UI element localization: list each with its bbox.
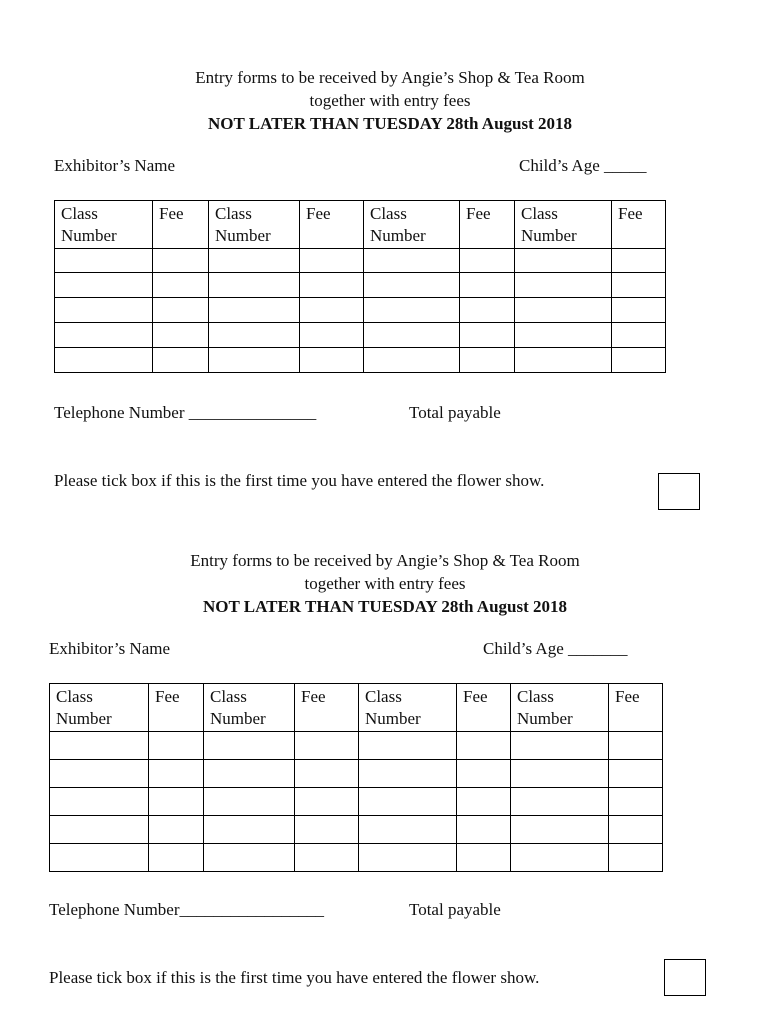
table-body xyxy=(55,249,666,373)
class-number-cell[interactable] xyxy=(55,273,153,298)
class-number-cell[interactable] xyxy=(515,323,612,348)
fee-cell[interactable] xyxy=(295,816,359,844)
table-row xyxy=(50,788,663,816)
header-line-1: Entry forms to be received by Angie’s Shop & Tea Room xyxy=(195,68,585,87)
fee-cell[interactable] xyxy=(295,732,359,760)
table-row xyxy=(50,844,663,872)
table-row xyxy=(55,348,666,373)
first-time-tick-text: Please tick box if this is the first time you have entered the flower show. xyxy=(54,471,545,490)
class-number-cell[interactable] xyxy=(209,348,300,373)
class-number-cell[interactable] xyxy=(364,249,460,273)
class-number-cell[interactable] xyxy=(209,298,300,323)
fee-cell[interactable] xyxy=(295,844,359,872)
fee-cell[interactable] xyxy=(153,298,209,323)
table-row xyxy=(50,816,663,844)
header-fee: Fee xyxy=(457,684,511,732)
header-fee: Fee xyxy=(153,201,209,249)
fee-cell[interactable] xyxy=(460,323,515,348)
class-number-cell[interactable] xyxy=(50,760,149,788)
class-number-cell[interactable] xyxy=(204,844,295,872)
class-number-cell[interactable] xyxy=(55,323,153,348)
telephone-number-label: Telephone Number_________________ xyxy=(49,900,325,919)
fee-cell[interactable] xyxy=(149,844,204,872)
header-class-number: Class Number xyxy=(359,684,457,732)
header-class-number: Class Number xyxy=(55,201,153,249)
header-class-number: Class Number xyxy=(515,201,612,249)
class-number-cell[interactable] xyxy=(511,844,609,872)
table-row xyxy=(55,273,666,298)
header-line-1: Entry forms to be received by Angie’s Shop & Tea Room xyxy=(190,551,580,570)
fee-cell[interactable] xyxy=(609,760,663,788)
class-number-cell[interactable] xyxy=(511,816,609,844)
fee-cell[interactable] xyxy=(460,273,515,298)
fee-cell[interactable] xyxy=(460,348,515,373)
header-fee: Fee xyxy=(295,684,359,732)
fee-cell[interactable] xyxy=(153,348,209,373)
fee-cell[interactable] xyxy=(149,816,204,844)
header-class-number: Class Number xyxy=(204,684,295,732)
fee-cell[interactable] xyxy=(153,273,209,298)
fee-cell[interactable] xyxy=(300,348,364,373)
fee-cell[interactable] xyxy=(457,816,511,844)
class-number-cell[interactable] xyxy=(50,844,149,872)
fee-cell[interactable] xyxy=(457,732,511,760)
header-fee: Fee xyxy=(460,201,515,249)
header-class-number: Class Number xyxy=(209,201,300,249)
fee-cell[interactable] xyxy=(609,816,663,844)
class-number-cell[interactable] xyxy=(209,249,300,273)
class-number-cell[interactable] xyxy=(359,732,457,760)
fee-cell[interactable] xyxy=(149,760,204,788)
fee-cell[interactable] xyxy=(457,760,511,788)
fee-cell[interactable] xyxy=(149,788,204,816)
header-line-2: together with entry fees xyxy=(304,574,466,593)
header-fee: Fee xyxy=(300,201,364,249)
class-number-cell[interactable] xyxy=(359,788,457,816)
class-number-cell[interactable] xyxy=(515,273,612,298)
class-number-cell[interactable] xyxy=(359,760,457,788)
class-number-cell[interactable] xyxy=(209,273,300,298)
class-number-cell[interactable] xyxy=(204,732,295,760)
fee-cell[interactable] xyxy=(153,323,209,348)
class-number-cell[interactable] xyxy=(55,298,153,323)
fee-cell[interactable] xyxy=(609,844,663,872)
table-row xyxy=(50,760,663,788)
class-number-cell[interactable] xyxy=(515,249,612,273)
class-number-cell[interactable] xyxy=(359,844,457,872)
fee-cell[interactable] xyxy=(460,249,515,273)
class-number-cell[interactable] xyxy=(55,348,153,373)
class-number-cell[interactable] xyxy=(204,760,295,788)
total-payable-label: Total payable xyxy=(409,900,501,919)
header-class-number: Class Number xyxy=(50,684,149,732)
header-deadline: NOT LATER THAN TUESDAY 28th August 2018 xyxy=(207,114,573,133)
header-line-2: together with entry fees xyxy=(309,91,471,110)
table-row xyxy=(55,249,666,273)
class-number-cell[interactable] xyxy=(359,816,457,844)
class-number-cell[interactable] xyxy=(364,298,460,323)
class-number-cell[interactable] xyxy=(511,760,609,788)
class-number-cell[interactable] xyxy=(204,788,295,816)
class-number-cell[interactable] xyxy=(511,732,609,760)
header-fee: Fee xyxy=(149,684,204,732)
class-number-cell[interactable] xyxy=(50,816,149,844)
fee-cell[interactable] xyxy=(300,323,364,348)
fee-cell[interactable] xyxy=(457,788,511,816)
first-time-checkbox[interactable] xyxy=(664,959,706,996)
fee-cell[interactable] xyxy=(609,732,663,760)
fee-cell[interactable] xyxy=(153,249,209,273)
class-number-cell[interactable] xyxy=(364,273,460,298)
class-number-cell[interactable] xyxy=(209,323,300,348)
form-header xyxy=(0,549,770,618)
class-entry-table xyxy=(49,683,663,872)
table-row xyxy=(55,323,666,348)
total-payable-label: Total payable xyxy=(409,403,501,422)
table-row xyxy=(55,298,666,323)
child-age-label: Child’s Age _____ xyxy=(519,156,647,175)
form-header xyxy=(5,66,770,135)
class-entry-table xyxy=(54,200,666,373)
fee-cell[interactable] xyxy=(300,298,364,323)
table-header-row xyxy=(50,684,663,732)
fee-cell[interactable] xyxy=(612,298,666,323)
exhibitor-name-label: Exhibitor’s Name xyxy=(54,156,176,175)
class-number-cell[interactable] xyxy=(511,788,609,816)
header-class-number: Class Number xyxy=(511,684,609,732)
fee-cell[interactable] xyxy=(612,249,666,273)
table-header-row xyxy=(55,201,666,249)
class-number-cell[interactable] xyxy=(50,788,149,816)
exhibitor-name-label: Exhibitor’s Name xyxy=(49,639,171,658)
first-time-tick-text: Please tick box if this is the first time you have entered the flower show. xyxy=(49,968,540,987)
table-body xyxy=(50,732,663,872)
fee-cell[interactable] xyxy=(612,348,666,373)
fee-cell[interactable] xyxy=(149,732,204,760)
table-row xyxy=(50,732,663,760)
class-number-cell[interactable] xyxy=(515,298,612,323)
header-fee: Fee xyxy=(609,684,663,732)
class-number-cell[interactable] xyxy=(204,816,295,844)
fee-cell[interactable] xyxy=(295,760,359,788)
telephone-number-label: Telephone Number _______________ xyxy=(54,403,317,422)
fee-cell[interactable] xyxy=(609,788,663,816)
fee-cell[interactable] xyxy=(300,273,364,298)
class-number-cell[interactable] xyxy=(55,249,153,273)
class-number-cell[interactable] xyxy=(364,323,460,348)
class-number-cell[interactable] xyxy=(50,732,149,760)
header-class-number: Class Number xyxy=(364,201,460,249)
fee-cell[interactable] xyxy=(457,844,511,872)
fee-cell[interactable] xyxy=(295,788,359,816)
fee-cell[interactable] xyxy=(460,298,515,323)
child-age-label: Child’s Age _______ xyxy=(483,639,628,658)
header-deadline: NOT LATER THAN TUESDAY 28th August 2018 xyxy=(202,597,568,616)
first-time-checkbox[interactable] xyxy=(658,473,700,510)
class-number-cell[interactable] xyxy=(364,348,460,373)
fee-cell[interactable] xyxy=(612,273,666,298)
fee-cell[interactable] xyxy=(612,323,666,348)
class-number-cell[interactable] xyxy=(515,348,612,373)
fee-cell[interactable] xyxy=(300,249,364,273)
header-fee: Fee xyxy=(612,201,666,249)
